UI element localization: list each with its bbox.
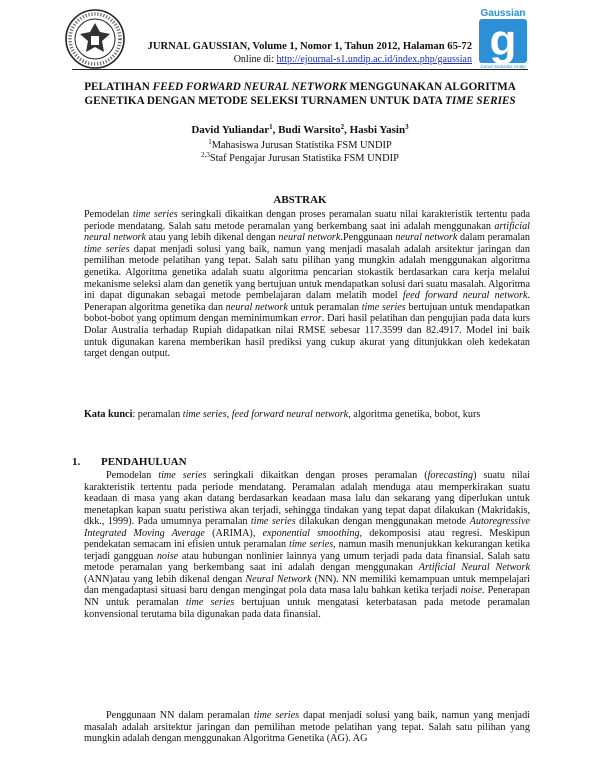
abstract-heading: ABSTRAK [273, 194, 327, 206]
affiliation-1: $^1$Mahasiswa Jurusan Statistika FSM UNDIP [208, 138, 392, 151]
online-line [128, 54, 472, 65]
logo-caption: Jurnal Statistika Undip [480, 64, 526, 69]
gaussian-journal-logo [473, 6, 533, 70]
section-number: 1. [72, 456, 81, 468]
online-label: Online di: [233, 54, 277, 65]
section-title: PENDAHULUAN [101, 456, 187, 468]
journal-url-link[interactable]: http://ejournal-s1.undip.ac.id/index.php/gaussian [276, 54, 472, 65]
intro-paragraph-1: Pemodelan time series seringkali dikaitkan dengan proses peramalan (forecasting) suatu nilai karakteristik tertentu pada periode mendatang. Peramalan adalah menduga atau memperkirakan suatu keadaan di masa yang akan datang berdasarkan keadaan masa lalu dan sekarang yang diperlukan untuk menetapkan kapan suatu peristiwa akan terjadi, sehingga tindakan yang tepat dapat dilakukan (Makridakis, dkk., 1999). Pada umumnya peramalan time series dilakukan dengan menggunakan metode Autoregressive Integrated Moving Average (ARIMA), exponential smoothing, dekomposisi atau regresi. Meskipun pendekatan semacam ini efisien untuk peramalan time series, namun masih menunjukkan kekurangan ketika terjadi gangguan noise atau hubungan nonlinier lainnya yang umum terjadi pada data finansial. Salah satu metode peramalan yang berkembang saat ini adalah dengan menggunakan Artificial Neural Network (ANN)atau yang lebih dikenal dengan Neural Network (NN). NN memiliki kemampuan untuk mempelajari dan mengadaptasi situasi baru dengan mengingat pola data masa lalu bahkan ketika terjadi noise. Penerapan NN untuk peramalan time series bertujuan untuk mengatasi keterbatasan pada metode peramalan konvensional terutama bila digunakan pada data finansial. [84, 470, 531, 620]
abstract-body: Pemodelan time series seringkali dikaitkan dengan proses peramalan suatu nilai karakteristik tertentu pada periode mendatang. Salah satu metode peramalan yang berkembang saat ini adalah menggunakan artificial neural network atau yang lebih dikenal dengan neural network.Penggunaan neural network dalam peramalan time series dapat menjadi solusi yang baik, namun yang menjadi masalah adalah arsitektur jaringan dan pemilihan metode pelatihan yang tepat. Salah satu pilihan yang mungkin adalah menggunakan algoritma genetika. Algoritma genetika adalah suatu algoritma pencarian stokastik berdasarkan cara kerja melalui mekanisme seleksi alam dan genetik yang bertujuan untuk mendapatkan solusi dari suatu masalah. Algoritma ini dapat digunakan sebagai metode pembelajaran dalam melatih model feed forward neural network. Penerapan algoritma genetika dan neural network untuk peramalan time series bertujuan untuk mendapatkan bobot-bobot yang optimum dengan meminimumkan error. Dari hasil pelatihan dan pengujian pada data kurs Dolar Australia terhadap Rupiah didapatkan nilai RMSE sebesar 117.3599 dan 82.4917. Model ini baik untuk digunakan karena memberikan hasil prediksi yang cukup akurat yang ditunjukkan oleh kedekatan target dengan output. [84, 209, 531, 360]
affiliation-2: $^{2,3}$Staf Pengajar Jurusan Statistika FSM UNDIP [201, 151, 399, 164]
journal-header: JURNAL GAUSSIAN, Volume 1, Nomor 1, Tahun 2012, Halaman 65-72 [147, 41, 472, 52]
paper-title: PELATIHAN FEED FORWARD NEURAL NETWORK MENGGUNAKAN ALGORITMA GENETIKA DENGAN METODE SELEKSI TURNAMEN UNTUK DATA TIME SERIES [84, 81, 516, 108]
keywords-label: Kata kunci [84, 409, 133, 420]
university-seal-logo [64, 8, 126, 70]
logo-letter: g [489, 16, 517, 65]
intro-paragraph-2: Penggunaan NN dalam peramalan time series dapat menjadi solusi yang baik, namun yang menjadi masalah adalah arsitektur jaringan dan pemilihan metode pelatihan yang tepat. Salah satu pilihan yang mungkin adalah dengan menggunakan Algoritma Genetika (AG). AG [84, 710, 530, 745]
logo-word: Gaussian [480, 8, 526, 19]
header-rule [72, 69, 528, 70]
author-list: David Yuliandar$^1$, Budi Warsito$^2$, Hasbi Yasin$^3$ [191, 123, 409, 136]
keywords-line: Kata kunci: peramalan time series, feed forward neural network, algoritma genetika, bobot, kurs [84, 409, 481, 420]
